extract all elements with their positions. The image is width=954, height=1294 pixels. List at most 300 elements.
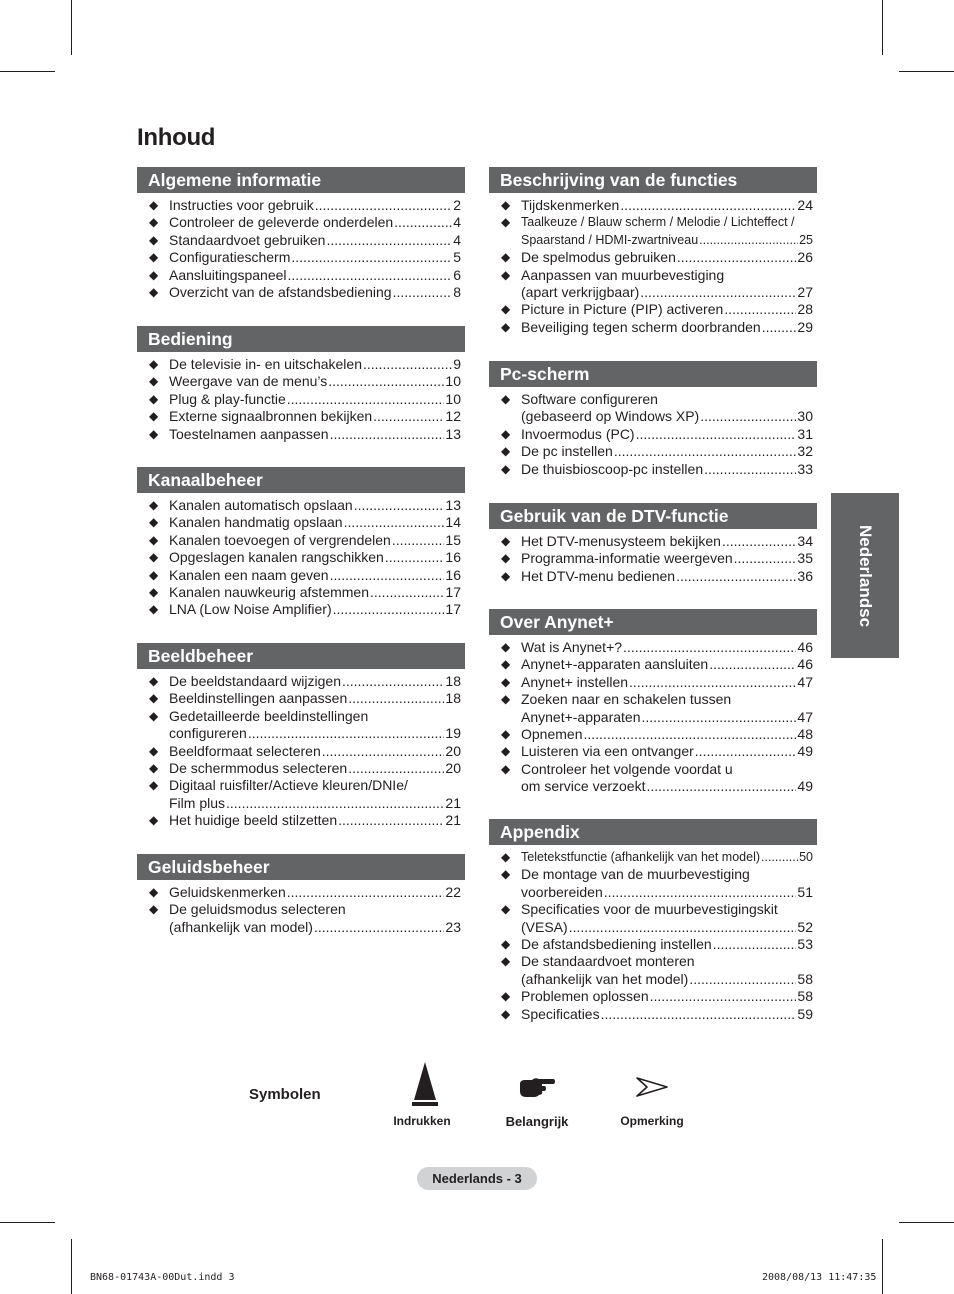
toc-entry	[137, 567, 465, 584]
toc-entry-line	[521, 901, 813, 918]
toc-entry-text: Luisteren via een ontvanger	[521, 743, 694, 760]
diamond-bullet-icon: ◆	[501, 198, 511, 212]
dot-leader	[326, 232, 452, 249]
diamond-bullet-icon: ◆	[501, 727, 511, 742]
toc-entry-line	[169, 743, 461, 760]
toc-section	[489, 819, 817, 1023]
dot-leader	[330, 426, 445, 443]
toc-entry-line	[169, 884, 461, 901]
toc-entry-list	[137, 884, 465, 936]
toc-page-number: 25	[799, 232, 813, 247]
side-tab-label: Nederlandsc	[856, 524, 875, 627]
toc-page-number: 58	[797, 970, 813, 987]
dot-leader	[392, 532, 445, 549]
toc-page-number: 24	[797, 197, 813, 213]
toc-entry-line	[169, 725, 461, 742]
toc-entry	[137, 232, 465, 249]
toc-entry-text: Overzicht van de afstandsbediening	[169, 284, 392, 301]
symbol-caption: Opmerking	[620, 1114, 684, 1128]
toc-entry-line	[521, 214, 813, 231]
dot-leader	[724, 301, 796, 318]
toc-section	[137, 854, 465, 936]
crop-mark	[0, 71, 55, 72]
toc-entry-text: (afhankelijk van model)	[169, 918, 313, 935]
diamond-bullet-icon: ◆	[149, 357, 159, 371]
dot-leader	[761, 849, 798, 866]
dot-leader	[322, 743, 445, 760]
toc-entry	[489, 1006, 817, 1023]
diamond-bullet-icon: ◆	[501, 761, 511, 776]
toc-entry-line	[521, 866, 813, 883]
toc-page-number: 46	[797, 656, 813, 673]
toc-entry-text: (afhankelijk van het model)	[521, 970, 689, 987]
toc-entry-line	[169, 391, 461, 408]
section-heading: Beschrijving van de functies	[489, 167, 817, 193]
toc-page-number: 23	[445, 918, 461, 935]
toc-page-number: 4	[453, 214, 461, 231]
dot-leader	[291, 249, 452, 266]
toc-entry-text: De afstandsbediening instellen	[521, 936, 712, 953]
toc-entry-line	[521, 232, 813, 249]
dot-leader	[646, 778, 796, 795]
toc-entry	[489, 391, 817, 426]
crop-mark	[899, 1222, 954, 1223]
section-heading: Beeldbeheer	[137, 643, 465, 669]
toc-entry-line	[521, 919, 813, 936]
toc-section	[137, 167, 465, 301]
dot-leader	[328, 373, 444, 390]
diamond-bullet-icon: ◆	[149, 267, 159, 282]
toc-entry-line	[169, 919, 461, 936]
toc-entry	[137, 426, 465, 443]
section-heading: Over Anynet+	[489, 609, 817, 635]
dot-leader	[604, 884, 797, 901]
toc-entry	[137, 284, 465, 301]
toc-entry-text: Anynet+-apparaten aansluiten	[521, 656, 709, 673]
toc-section	[489, 609, 817, 796]
toc-page-number: 17	[445, 601, 461, 618]
dot-leader	[288, 267, 453, 284]
toc-entry-text: (VESA)	[521, 918, 568, 935]
dot-leader	[676, 568, 796, 585]
diamond-bullet-icon: ◆	[501, 954, 511, 969]
toc-entry-text: Film plus	[169, 794, 226, 811]
toc-entry-text: Kanalen een naam geven	[169, 566, 329, 583]
section-heading: Kanaalbeheer	[137, 467, 465, 493]
toc-page-number: 13	[445, 497, 461, 513]
toc-entry-text: Anynet+ instellen	[521, 673, 629, 690]
toc-entry	[489, 301, 817, 318]
toc-entry-text: Aansluitingspaneel	[169, 266, 287, 283]
toc-entry	[137, 497, 465, 514]
toc-entry-line	[169, 267, 461, 284]
dot-leader	[636, 426, 797, 443]
diamond-bullet-icon: ◆	[501, 902, 511, 917]
toc-entry-line	[521, 550, 813, 567]
toc-entry-line	[521, 301, 813, 318]
toc-entry-line	[521, 249, 813, 266]
toc-page-number: 16	[445, 549, 461, 566]
toc-entry-line	[169, 777, 461, 794]
toc-entry-line	[169, 673, 461, 690]
press-icon	[410, 1060, 440, 1108]
toc-entry-line	[521, 461, 813, 478]
toc-page-number: 28	[797, 301, 813, 318]
toc-entry-line	[169, 584, 461, 601]
toc-entry-text: Tijdskenmerken	[521, 197, 620, 213]
dot-leader	[700, 408, 796, 425]
toc-entry	[137, 812, 465, 829]
toc-entry-line	[521, 391, 813, 408]
toc-entry	[137, 532, 465, 549]
toc-page-number: 19	[445, 725, 461, 742]
toc-entry-line	[521, 1006, 813, 1023]
toc-entry	[489, 461, 817, 478]
crop-mark	[899, 71, 954, 72]
toc-entry-text: Picture in Picture (PIP) activeren	[521, 301, 724, 318]
print-slug-datetime: 2008/08/13 11:47:35	[762, 1272, 877, 1283]
dot-leader	[385, 549, 445, 566]
toc-entry-text: om service verzoekt	[521, 778, 646, 795]
toc-entry-text: Standaardvoet gebruiken	[169, 231, 326, 248]
section-heading: Geluidsbeheer	[137, 854, 465, 880]
toc-entry-list	[489, 533, 817, 585]
toc-page-number: 31	[797, 425, 813, 442]
toc-entry	[489, 988, 817, 1005]
toc-entry	[489, 550, 817, 567]
toc-entry-text: LNA (Low Noise Amplifier)	[169, 601, 332, 618]
toc-entry-line	[521, 953, 813, 970]
toc-entry	[137, 391, 465, 408]
toc-entry-line	[521, 884, 813, 901]
dot-leader	[394, 214, 452, 231]
toc-entry-text: Kanalen toevoegen of vergrendelen	[169, 531, 391, 548]
toc-entry-text: De televisie in- en uitschakelen	[169, 356, 362, 372]
diamond-bullet-icon: ◆	[501, 215, 511, 230]
dot-leader	[650, 988, 797, 1005]
toc-entry	[137, 601, 465, 618]
toc-entry-text: Aanpassen van muurbevestiging	[521, 266, 725, 283]
toc-entry	[489, 743, 817, 760]
toc-entry-line	[169, 567, 461, 584]
dot-leader	[614, 443, 797, 460]
toc-entry-list	[137, 673, 465, 830]
diamond-bullet-icon: ◆	[149, 567, 159, 582]
dot-leader	[354, 497, 445, 514]
toc-entry	[489, 249, 817, 266]
diamond-bullet-icon: ◆	[149, 285, 159, 300]
toc-page-number: 30	[797, 408, 813, 425]
toc-entry-line	[169, 497, 461, 514]
toc-entry-text: Wat is Anynet+?	[521, 639, 623, 655]
toc-entry-text: Zoeken naar en schakelen tussen	[521, 691, 732, 708]
toc-entry	[137, 884, 465, 901]
toc-entry	[489, 197, 817, 214]
toc-entry-line	[169, 249, 461, 266]
toc-entry-line	[521, 761, 813, 778]
diamond-bullet-icon: ◆	[501, 461, 511, 476]
toc-page-number: 21	[445, 794, 461, 811]
dot-leader	[601, 1006, 797, 1023]
toc-entry-line	[169, 532, 461, 549]
toc-entry	[137, 408, 465, 425]
toc-entry-text: Externe signaalbronnen bekijken	[169, 408, 373, 425]
crop-mark	[71, 0, 72, 55]
toc-page-number: 21	[445, 812, 461, 829]
toc-page-number: 33	[797, 460, 813, 477]
toc-page-number: 47	[797, 708, 813, 725]
section-heading: Bediening	[137, 326, 465, 352]
diamond-bullet-icon: ◆	[149, 250, 159, 265]
toc-page-number: 50	[799, 850, 813, 864]
dot-leader	[287, 391, 445, 408]
toc-entry-text: Digitaal ruisfilter/Actieve kleuren/DNIe/	[169, 777, 408, 794]
dot-leader	[583, 726, 796, 743]
toc-entry	[489, 901, 817, 936]
toc-entry-line	[169, 408, 461, 425]
toc-page-number: 46	[797, 639, 813, 655]
dot-leader	[640, 284, 796, 301]
diamond-bullet-icon: ◆	[149, 374, 159, 389]
toc-page-number: 59	[797, 1005, 813, 1022]
toc-entry-text: Anynet+-apparaten	[521, 708, 641, 725]
dot-leader	[370, 584, 444, 601]
toc-page-number: 51	[797, 883, 813, 900]
diamond-bullet-icon: ◆	[149, 761, 159, 776]
diamond-bullet-icon: ◆	[501, 850, 511, 864]
toc-entry-line	[521, 267, 813, 284]
toc-entry	[137, 197, 465, 214]
arrowhead-icon	[635, 1076, 669, 1098]
crop-mark	[882, 1239, 883, 1294]
toc-entry-list	[489, 197, 817, 336]
diamond-bullet-icon: ◆	[149, 515, 159, 530]
toc-entry	[489, 533, 817, 550]
dot-leader	[569, 919, 797, 936]
toc-entry-text: Kanalen handmatig opslaan	[169, 514, 343, 531]
section-heading: Gebruik van de DTV-functie	[489, 503, 817, 529]
toc-page-number: 20	[445, 760, 461, 777]
diamond-bullet-icon: ◆	[501, 319, 511, 334]
toc-page-number: 14	[445, 514, 461, 531]
toc-page-number: 29	[797, 318, 813, 335]
toc-entry	[489, 691, 817, 726]
toc-page-number: 10	[445, 390, 461, 407]
dot-leader	[623, 639, 796, 656]
toc-entry-text: Taalkeuze / Blauw scherm / Melodie / Lichteffect /	[521, 215, 795, 230]
pointing-hand-icon	[518, 1076, 556, 1098]
toc-entry-text: De thuisbioscoop-pc instellen	[521, 460, 704, 477]
dot-leader	[713, 936, 797, 953]
toc-entry	[489, 726, 817, 743]
toc-page-number: 18	[445, 690, 461, 707]
toc-entry-text: Beveiliging tegen scherm doorbranden	[521, 318, 761, 335]
dot-leader	[287, 884, 445, 901]
toc-entry	[137, 690, 465, 707]
dot-leader	[699, 232, 798, 249]
toc-entry-text: (apart verkrijgbaar)	[521, 284, 640, 301]
toc-entry-text: Programma-informatie weergeven	[521, 550, 733, 567]
toc-entry-text: Beeldinstellingen aanpassen	[169, 690, 348, 707]
dot-leader	[373, 408, 444, 425]
crop-mark	[0, 1222, 55, 1223]
toc-entry-line	[521, 443, 813, 460]
diamond-bullet-icon: ◆	[149, 902, 159, 917]
toc-entry-text: Kanalen nauwkeurig afstemmen	[169, 584, 370, 601]
toc-entry-text: configureren	[169, 725, 247, 742]
dot-leader	[330, 567, 445, 584]
toc-entry-list	[489, 639, 817, 796]
language-side-tab	[831, 493, 899, 658]
toc-entry-text: Beeldformaat selecteren	[169, 742, 321, 759]
toc-entry-text: Weergave van de menu’s	[169, 373, 328, 390]
toc-entry-line	[521, 778, 813, 795]
toc-entry-text: Opnemen	[521, 726, 583, 743]
toc-entry-line	[521, 639, 813, 656]
toc-entry-list	[137, 356, 465, 443]
toc-entry-line	[169, 549, 461, 566]
toc-entry	[489, 443, 817, 460]
dot-leader	[677, 249, 797, 266]
toc-entry-text: Configuratiescherm	[169, 249, 291, 266]
dot-leader	[762, 319, 797, 336]
diamond-bullet-icon: ◆	[149, 391, 159, 406]
diamond-bullet-icon: ◆	[501, 302, 511, 317]
toc-entry-text: De standaardvoet monteren	[521, 953, 695, 970]
toc-entry	[489, 426, 817, 443]
toc-page-number: 32	[797, 443, 813, 460]
toc-entry-line	[521, 568, 813, 585]
diamond-bullet-icon: ◆	[501, 426, 511, 441]
toc-entry-line	[521, 319, 813, 336]
dot-leader	[734, 550, 797, 567]
toc-entry-text: Teletekstfunctie (afhankelijk van het model)	[521, 850, 761, 864]
diamond-bullet-icon: ◆	[501, 250, 511, 265]
dot-leader	[333, 601, 445, 618]
toc-entry	[137, 584, 465, 601]
toc-entry-text: Specificaties voor de muurbevestigingskit	[521, 901, 778, 918]
toc-entry-line	[169, 812, 461, 829]
toc-entry	[137, 214, 465, 231]
toc-entry-text: Toestelnamen aanpassen	[169, 425, 329, 442]
toc-entry-line	[521, 408, 813, 425]
toc-page-number: 34	[797, 533, 813, 549]
toc-entry-text: De montage van de muurbevestiging	[521, 866, 750, 883]
dot-leader	[629, 674, 796, 691]
toc-page-number: 10	[445, 373, 461, 390]
toc-entry	[489, 936, 817, 953]
dot-leader	[348, 760, 444, 777]
toc-entry-line	[521, 743, 813, 760]
toc-entry	[137, 901, 465, 936]
toc-page-number: 36	[797, 567, 813, 584]
dot-leader	[348, 690, 444, 707]
toc-page-number: 58	[797, 988, 813, 1005]
toc-entry-list	[489, 849, 817, 1023]
print-slug-file: BN68-01743A-00Dut.indd 3	[90, 1272, 235, 1283]
toc-entry	[489, 656, 817, 673]
page-title: Inhoud	[137, 124, 216, 151]
diamond-bullet-icon: ◆	[501, 640, 511, 654]
toc-page-number: 2	[453, 197, 461, 213]
toc-entry-text: Specificaties	[521, 1005, 600, 1022]
toc-entry	[137, 743, 465, 760]
section-heading: Pc-scherm	[489, 361, 817, 387]
crop-mark	[71, 1239, 72, 1294]
toc-entry-line	[169, 284, 461, 301]
toc-entry-text: Gedetailleerde beeldinstellingen	[169, 707, 369, 724]
toc-entry-text: Controleer het volgende voordat u	[521, 760, 733, 777]
symbols-label: Symbolen	[249, 1086, 321, 1103]
toc-entry-text: De beeldstandaard wijzigen	[169, 673, 341, 689]
diamond-bullet-icon: ◆	[149, 532, 159, 547]
toc-page-number: 12	[445, 408, 461, 425]
diamond-bullet-icon: ◆	[149, 674, 159, 688]
diamond-bullet-icon: ◆	[501, 267, 511, 282]
toc-entry	[489, 674, 817, 691]
toc-entry-list	[137, 197, 465, 301]
dot-leader	[722, 533, 796, 550]
dot-leader	[344, 514, 445, 531]
toc-entry-text: Instructies voor gebruik	[169, 197, 314, 213]
toc-page-number: 35	[797, 550, 813, 567]
toc-section	[137, 326, 465, 443]
toc-section	[489, 167, 817, 336]
diamond-bullet-icon: ◆	[149, 691, 159, 706]
dot-leader	[342, 673, 444, 690]
toc-entry	[137, 549, 465, 566]
toc-entry-line	[169, 426, 461, 443]
toc-entry	[137, 760, 465, 777]
toc-entry-text: Het DTV-menu bedienen	[521, 567, 676, 584]
toc-entry-line	[521, 533, 813, 550]
toc-entry	[137, 267, 465, 284]
section-heading: Algemene informatie	[137, 167, 465, 193]
toc-entry-line	[169, 795, 461, 812]
dot-leader	[704, 461, 796, 478]
toc-entry-line	[169, 708, 461, 725]
toc-entry	[489, 214, 817, 249]
diamond-bullet-icon: ◆	[149, 813, 159, 828]
diamond-bullet-icon: ◆	[501, 674, 511, 689]
toc-page-number: 4	[453, 231, 461, 248]
diamond-bullet-icon: ◆	[501, 867, 511, 882]
toc-page-number: 47	[797, 673, 813, 690]
symbol-caption: Indrukken	[393, 1114, 451, 1128]
toc-page-number: 13	[445, 425, 461, 442]
toc-entry-text: Kanalen automatisch opslaan	[169, 497, 353, 513]
diamond-bullet-icon: ◆	[149, 602, 159, 617]
page-number-badge: Nederlands - 3	[417, 1167, 537, 1190]
diamond-bullet-icon: ◆	[501, 568, 511, 583]
toc-entry-line	[169, 356, 461, 373]
toc-entry-text: Spaarstand / HDMI-zwartniveau	[521, 232, 699, 247]
diamond-bullet-icon: ◆	[149, 885, 159, 899]
toc-page-number: 53	[797, 936, 813, 953]
diamond-bullet-icon: ◆	[149, 743, 159, 758]
toc-entry-text: De schermmodus selecteren	[169, 760, 348, 777]
toc-page-number: 6	[453, 266, 461, 283]
toc-entry	[137, 777, 465, 812]
diamond-bullet-icon: ◆	[501, 937, 511, 952]
toc-entry-line	[521, 849, 813, 866]
dot-leader	[248, 725, 445, 742]
toc-entry	[137, 356, 465, 373]
crop-mark	[882, 0, 883, 55]
toc-page-number: 26	[797, 249, 813, 266]
diamond-bullet-icon: ◆	[501, 534, 511, 548]
toc-entry-line	[521, 988, 813, 1005]
